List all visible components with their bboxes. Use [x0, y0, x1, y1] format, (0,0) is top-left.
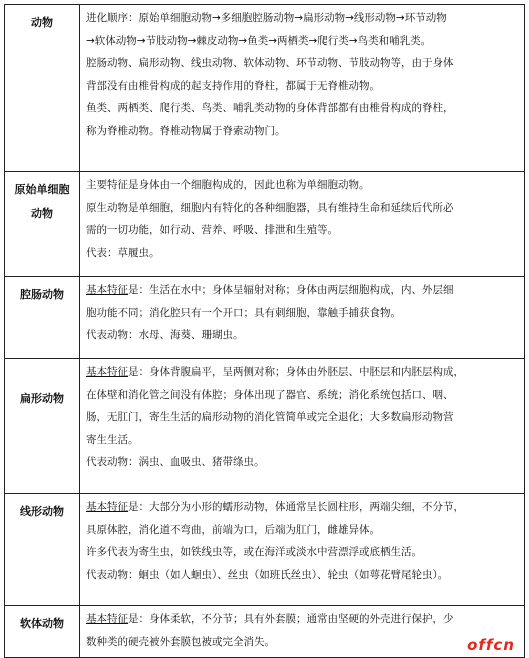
text-line: 需的一切功能，如行动、营养、呼吸、排泄和生殖等。: [86, 224, 338, 237]
text-line: [86, 361, 520, 384]
text-line: 代表动物：蛔虫（如人蛔虫）、丝虫（如班氏丝虫）、轮虫（如萼花臂尾轮虫）。: [86, 568, 449, 581]
text-line: 寄生生活。: [86, 433, 139, 446]
feature-label-suffix: 是：: [128, 284, 149, 296]
animal-classification-table: [4, 4, 525, 658]
row-flatworms: [5, 359, 525, 494]
text-line: [86, 608, 520, 631]
feature-label-suffix: 是：: [128, 501, 149, 513]
text-line: 原生动物是单细胞，细胞内有特化的各种细胞器，具有维持生命和延续后代所必: [86, 201, 454, 214]
row-content-cell: [80, 359, 525, 494]
row-name: 动物: [31, 207, 53, 220]
row-mollusks: [5, 606, 525, 658]
text-line: 代表动物：水母、海葵、珊瑚虫。: [86, 329, 244, 342]
text-line: 具原体腔，消化道不弯曲，前端为口，后端为肛门，雌雄异体。: [86, 523, 380, 536]
row-content-cell: [80, 5, 525, 172]
text-segment: 大部分为小形的蠕形动物，体通常呈长圆柱形，两端尖细，不分节，: [149, 501, 464, 513]
row-name-cell: [5, 359, 80, 494]
row-animals: [5, 5, 525, 172]
row-name: 动物: [31, 16, 53, 29]
text-line: 腔肠动物、扁形动物、线虫动物、软体动物、环节动物、节肢动物等，由于身体: [86, 57, 454, 70]
text-segment: 身体柔软，不分节；具有外套膜；通常由坚硬的外壳进行保护，少: [149, 613, 454, 625]
row-content-cell: [80, 172, 525, 277]
feature-label: 基本特征: [86, 613, 128, 625]
row-content-cell: [80, 606, 525, 658]
feature-label-suffix: 是：: [128, 366, 149, 378]
row-nematodes: [5, 494, 525, 606]
row-content-cell: [80, 277, 525, 359]
text-segment: 生活在水中；身体呈辐射对称；身体由两层细胞构成，内、外层细: [149, 284, 454, 296]
row-name: 腔肠动物: [20, 288, 64, 301]
row-name: 线形动物: [20, 505, 64, 518]
text-line: 许多代表为寄生虫，如铁线虫等，或在海洋或淡水中营漂浮或底栖生活。: [86, 546, 422, 559]
feature-label: 基本特征: [86, 366, 128, 378]
feature-label: 基本特征: [86, 501, 128, 513]
row-name: 原始单细胞: [14, 183, 70, 196]
row-coelenterates: [5, 277, 525, 359]
text-line: [86, 496, 520, 519]
offcn-watermark: offcn: [467, 636, 515, 654]
text-line: 数种类的硬壳被外套膜包被或完全消失。: [86, 635, 275, 648]
row-name: 扁形动物: [20, 392, 64, 405]
text-line: 称为脊椎动物。脊椎动物属于脊索动物门。: [86, 124, 286, 137]
text-segment: 身体背腹扁平，呈两侧对称；身体由外胚层、中胚层和内胚层构成，: [149, 366, 464, 378]
text-line: 背部没有由椎骨构成的起支持作用的脊柱，都属于无脊椎动物。: [86, 79, 380, 92]
text-line: 主要特征是身体由一个细胞构成的，因此也称为单细胞动物。: [86, 179, 370, 191]
text-line: 肠，无肛门，寄生生活的扁形动物的消化管简单或完全退化；大多数扁形动物营: [86, 411, 454, 424]
text-line: 代表：草履虫。: [86, 246, 160, 259]
feature-label: 基本特征: [86, 284, 128, 296]
text-line: 鱼类、两栖类、爬行类、鸟类、哺乳类动物的身体背部都有由椎骨构成的脊柱，: [86, 102, 454, 115]
row-name-cell: [5, 172, 80, 277]
text-line: 胞功能不同；消化腔只有一个开口；具有刺细胞，靠触手捕获食物。: [86, 306, 401, 319]
text-line: 代表动物：涡虫、血吸虫、猪带绦虫。: [86, 456, 265, 469]
text-line: 进化顺序：原始单细胞动物→多细胞腔肠动物→扁形动物→线形动物→环节动物: [86, 12, 447, 24]
text-line: [86, 279, 520, 302]
row-name-cell: [5, 494, 80, 606]
row-name-cell: [5, 606, 80, 658]
row-name-cell: [5, 277, 80, 359]
text-line: 在体壁和消化管之间没有体腔；身体出现了器官、系统；消化系统包括口、咽、: [86, 388, 454, 401]
feature-label-suffix: 是：: [128, 613, 149, 625]
row-content-cell: [80, 494, 525, 606]
row-name-cell: [5, 5, 80, 172]
text-line: →软体动物→节肢动物→棘皮动物→鱼类→两栖类→爬行类→鸟类和哺乳类。: [86, 34, 432, 47]
row-protozoa: [5, 172, 525, 277]
row-name: 软体动物: [20, 617, 64, 630]
